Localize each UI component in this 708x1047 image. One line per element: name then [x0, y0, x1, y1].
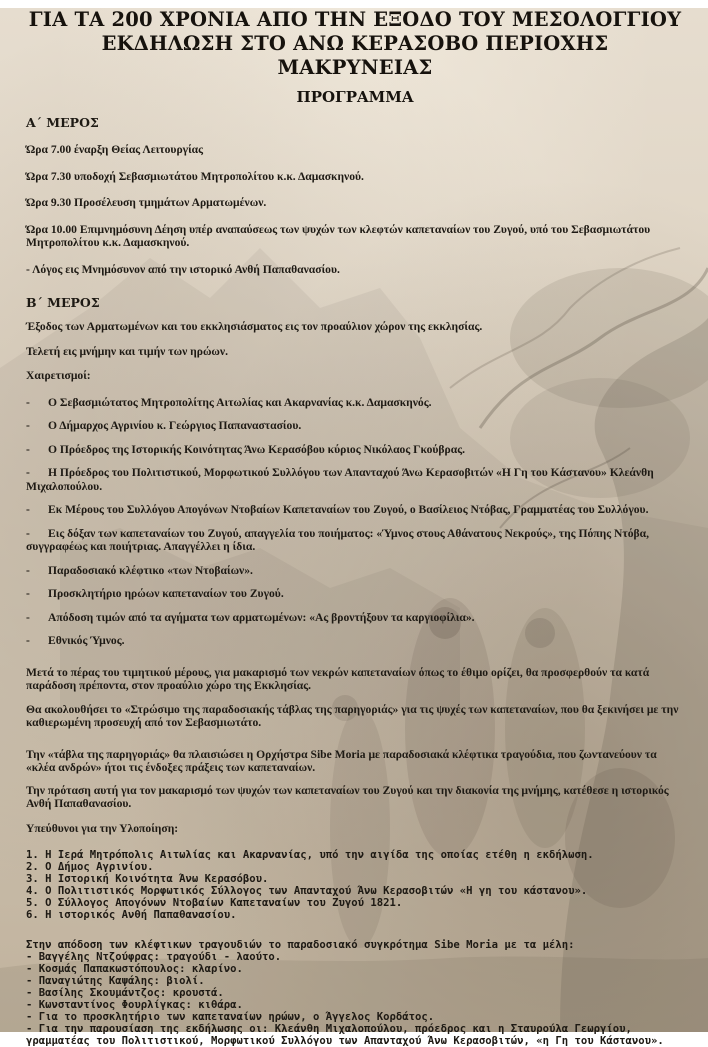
after-paragraph: Θα ακολουθήσει το «Στρώσιμο της παραδοσιακής τάβλας της παρηγοριάς» για τις ψυχές των καπεταναίων, που θα ξεκινήσει με την καθιερωμένη προσευχή από τον Σεβασμιωτάτο. — [26, 702, 679, 729]
greetings-list-item: - Εκ Μέρους του Συλλόγου Απογόνων Ντοβαίων Καπεταναίων του Ζυγού, ο Βασίλειος Ντόβας, Γραμματέας του Συλλόγου. — [26, 503, 649, 516]
part-a-item: Ώρα 7.30 υποδοχή Σεβασμιωτάτου Μητροπολίτου κ.κ. Δαμασκηνού. — [26, 169, 364, 183]
greetings-list-item: - Προσκλητήριο ηρώων καπεταναίων του Ζυγού. — [26, 587, 284, 600]
header — [26, 8, 684, 107]
greetings-list-item: - Εις δόξαν των καπεταναίων του Ζυγού, απαγγελία του ποιήματος: «Ύμνος στους Αθάνατους Νεκρούς», της Πόπης Ντόβα, συγγραφέως και ποιήτριας. Απαγγέλλει η ίδια. — [26, 526, 650, 553]
greetings-list-text: Παραδοσιακό κλέφτικο «των Ντοβαίων». — [48, 563, 253, 577]
part-a-heading: Α΄ ΜΕΡΟΣ — [26, 115, 99, 130]
music-credits-item: - Βαγγέλης Ντζούφρας: τραγούδι - λαούτο. — [26, 951, 282, 963]
music-credits-item: - Βασίλης Σκουμάντζος: κρουστά. — [26, 987, 224, 999]
music-credits-item: - Κωνσταντίνος Φουρλίγκας: κιθάρα. — [26, 999, 243, 1011]
part-b-heading: Β΄ ΜΕΡΟΣ — [26, 295, 100, 310]
part-a-item: Ώρα 7.00 έναρξη Θείας Λειτουργίας — [26, 143, 204, 156]
greetings-list-item: - Ο Δήμαρχος Αγρινίου κ. Γεώργιος Παπαναστασίου. — [26, 419, 302, 432]
part-a-item: Ώρα 9.30 Προσέλευση τμημάτων Αρματωμένων. — [26, 196, 267, 209]
greetings-list-text: Ο Σεβασμιώτατος Μητροπολίτης Αιτωλίας και Ακαρνανίας κ.κ. Δαμασκηνός. — [48, 395, 432, 409]
greetings-list-text: Εις δόξαν των καπεταναίων του Ζυγού, απαγγελία του ποιήματος: «Ύμνος στους Αθάνατους Νεκρούς», της Πόπης Ντόβα, συγγραφέως και ποιήτριας. Απαγγέλλει η ίδια. — [26, 526, 650, 553]
header-title-line-1: ΓΙΑ ΤΑ 200 ΧΡΟΝΙΑ ΑΠΟ ΤΗΝ ΕΞΟΔΟ ΤΟΥ ΜΕΣΟΛΟΓΓΙΟΥ — [28, 8, 682, 31]
responsible-list — [26, 849, 684, 921]
part-b-intro: Έξοδος των Αρματωμένων και του εκκλησιάσματος εις τον προαύλιον χώρον της εκκλησίας. — [26, 320, 483, 333]
responsible-item: 2. Ο Δήμος Αγρινίου. — [26, 861, 154, 873]
after-paragraph: Μετά το πέρας του τιμητικού μέρους, για μακαρισμό των νεκρών καπεταναίων όπως το έθιμο ορίζει, θα προσφερθούν τα κατά παράδοση πρέποντα, στον προαύλιο χώρο της Εκκλησίας. — [26, 665, 650, 692]
music-credits-item: - Για την παρουσίαση της εκδήλωσης οι: Κλεάνθη Μιχαλοπούλου, πρόεδρος και η Σταυρούλα Γεωργίου, γραμματέας του Πολιτιστικού, Μορφωτικού Συλλόγου των Απανταχού Άνω Κερασοβιτών, «η Γη του Κάστανου». — [26, 1023, 664, 1047]
music-credits-item: - Κοσμάς Παπακωστόπουλος: κλαρίνο. — [26, 963, 243, 975]
responsible-item: 1. Η Ιερά Μητρόπολις Αιτωλίας και Ακαρνανίας, υπό την αιγίδα της οποίας ετέθη η εκδήλωση. — [26, 849, 594, 861]
greetings-list-item: - Απόδοση τιμών από τα αγήματα των αρματωμένων: «Ας βροντήξουν τα καργιοφίλια». — [26, 610, 475, 624]
greetings-list-item: - Ο Σεβασμιώτατος Μητροπολίτης Αιτωλίας και Ακαρνανίας κ.κ. Δαμασκηνός. — [26, 395, 432, 409]
program-heading: ΠΡΟΓΡΑΜΜΑ — [296, 88, 414, 106]
after-paragraph: Την «τάβλα της παρηγοριάς» θα πλαισιώσει η Ορχήστρα Sibe Moria με παραδοσιακά κλέφτικα τραγούδια, που ζωντανεύουν τα «κλέα ανδρών» ήτοι τις ένδοξες πράξεις των καπεταναίων. — [26, 747, 657, 774]
greetings-list-item: - Εθνικός Ύμνος. — [26, 634, 125, 647]
greetings-list-text: Η Πρόεδρος του Πολιτιστικού, Μορφωτικού Συλλόγου των Απανταχού Άνω Κερασοβιτών «Η Γη του Κάστανου» Κλεάνθη Μιχαλοπούλου. — [26, 466, 654, 493]
greetings-list-text: Εθνικός Ύμνος. — [48, 634, 125, 647]
after-paragraph: Την πρόταση αυτή για τον μακαρισμό των ψυχών των καπεταναίων του Ζυγού και την διακονία της μνήμης, κατέθεσε η ιστορικός Ανθή Παπαθανασίου. — [26, 783, 669, 810]
responsible-item: 6. Η ιστορικός Ανθή Παπαθανασίου. — [26, 909, 237, 921]
music-credits-list — [26, 939, 684, 1047]
music-credits-item: - Για το προσκλητήριο των καπεταναίων ηρώων, ο Άγγελος Κορδάτος. — [26, 1011, 435, 1023]
part-a-item: Ώρα 10.00 Επιμνημόσυνη Δέηση υπέρ αναπαύσεως των ψυχών των κλεφτών καπεταναίων του Ζυγού, υπό του Σεβασμιωτάτου Μητροπολίτου κ.κ. Δαμασκηνού. — [26, 222, 651, 249]
responsible-item: 4. Ο Πολιτιστικός Μορφωτικός Σύλλογος των Απανταχού Άνω Κερασοβιτών «Η γη του κάστανου». — [26, 885, 588, 897]
part-b-intro: Χαιρετισμοί: — [26, 369, 91, 382]
music-credits-intro: Στην απόδοση των κλέφτικων τραγουδιών το παραδοσιακό συγκρότημα Sibe Moria με τα μέλη: — [26, 939, 575, 951]
greetings-list-text: Προσκλητήριο ηρώων καπεταναίων του Ζυγού. — [48, 587, 284, 600]
greetings-list-item: - Ο Πρόεδρος της Ιστορικής Κοινότητας Άνω Κερασόβου κύριος Νικόλαος Γκούβρας. — [26, 442, 466, 456]
greetings-list-text: Απόδοση τιμών από τα αγήματα των αρματωμένων: «Ας βροντήξουν τα καργιοφίλια». — [48, 610, 475, 624]
part-b-intro: Τελετή εις μνήμην και τιμήν των ηρώων. — [26, 344, 228, 358]
greetings-list-text: Ο Πρόεδρος της Ιστορικής Κοινότητας Άνω Κερασόβου κύριος Νικόλαος Γκούβρας. — [48, 442, 466, 456]
greetings-list-text: Ο Δήμαρχος Αγρινίου κ. Γεώργιος Παπαναστασίου. — [48, 419, 302, 432]
responsible-item: 5. Ο Σύλλογος Απογόνων Ντοβαίων Καπεταναίων του Ζυγού 1821. — [26, 897, 403, 909]
poster — [0, 8, 708, 1047]
music-credits-item: - Παναγιώτης Καψάλης: βιολί. — [26, 975, 205, 987]
greetings-list-item: - Η Πρόεδρος του Πολιτιστικού, Μορφωτικού Συλλόγου των Απανταχού Άνω Κερασοβιτών «Η Γη του Κάστανου» Κλεάνθη Μιχαλοπούλου. — [26, 466, 654, 493]
program-content — [0, 8, 708, 1047]
part-a-item: - Λόγος εις Μνημόσυνον από την ιστορικό Ανθή Παπαθανασίου. — [26, 262, 340, 276]
greetings-list-text: Εκ Μέρους του Συλλόγου Απογόνων Ντοβαίων Καπεταναίων του Ζυγού, ο Βασίλειος Ντόβας, Γραμματέας του Συλλόγου. — [48, 503, 649, 516]
responsible-heading: Υπεύθυνοι για την Υλοποίηση: — [26, 821, 179, 835]
greetings-list-item: - Παραδοσιακό κλέφτικο «των Ντοβαίων». — [26, 563, 253, 577]
responsible-item: 3. Η Ιστορική Κοινότητα Άνω Κερασόβου. — [26, 873, 269, 885]
header-title-line-2: ΕΚΔΗΛΩΣΗ ΣΤΟ ΑΝΩ ΚΕΡΑΣΟΒΟ ΠΕΡΙΟΧΗΣ ΜΑΚΡΥΝΕΙΑΣ — [101, 32, 609, 79]
